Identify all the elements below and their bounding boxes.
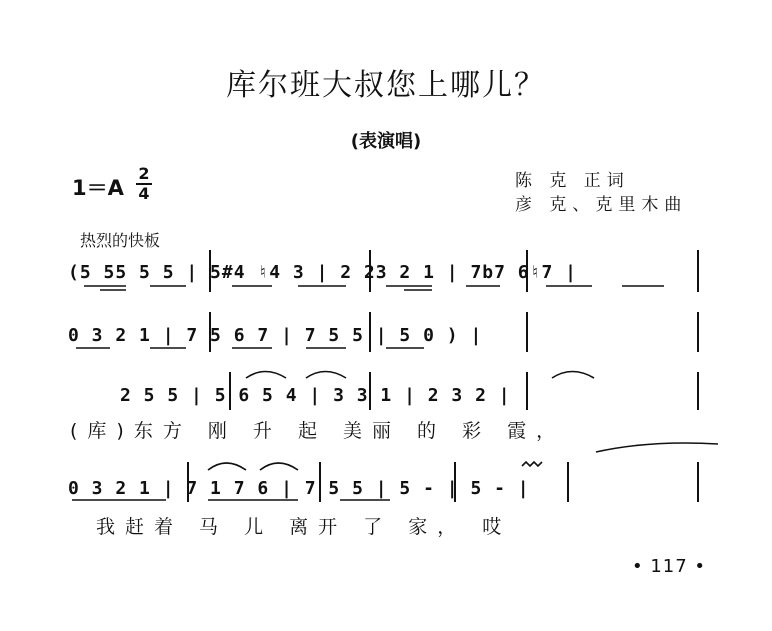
slur: [246, 372, 286, 379]
composer-credit: 彦 克、克里木曲: [515, 195, 688, 215]
tie-line: [596, 443, 718, 452]
tempo-marking: 热烈的快板: [80, 231, 161, 250]
lyrics-line-3: (库)东方 刚 升 起 美丽 的 彩 霞，: [70, 420, 566, 442]
slur: [552, 372, 594, 379]
slur: [306, 372, 346, 379]
slur: [260, 463, 298, 470]
time-signature-bottom: 4: [138, 184, 150, 203]
song-subtitle: (表演唱): [350, 131, 422, 152]
page-number: • 117 •: [632, 556, 707, 577]
lyrics-line-4: 我赶着 马 儿 离开 了 家， 哎: [96, 516, 512, 538]
lyricist-credit: 陈 克 正词: [515, 171, 630, 191]
notation-line-2: 0 3 2 1 | 7 5 6 7 | 7 5 5 | 5 0 ) |: [68, 325, 483, 346]
slur: [208, 463, 246, 470]
time-signature-top: 2: [138, 164, 150, 183]
key-signature: 1＝A: [72, 176, 124, 200]
notation-line-3: 2 5 5 | 5 6 5 4 | 3 3 1 | 2 3 2 |: [120, 385, 511, 406]
notation-line-1: (5 55 5 5 | 5#4 ♮4 3 | 2 23 2 1 | 7b7 6♮7 |: [68, 262, 577, 283]
notation-line-4: 0 3 2 1 | 7 1 7 6 | 7 5 5 | 5 - | 5 - |: [68, 478, 530, 499]
ornament-mark: [522, 462, 542, 466]
song-title: 库尔班大叔您上哪儿？: [226, 68, 546, 103]
